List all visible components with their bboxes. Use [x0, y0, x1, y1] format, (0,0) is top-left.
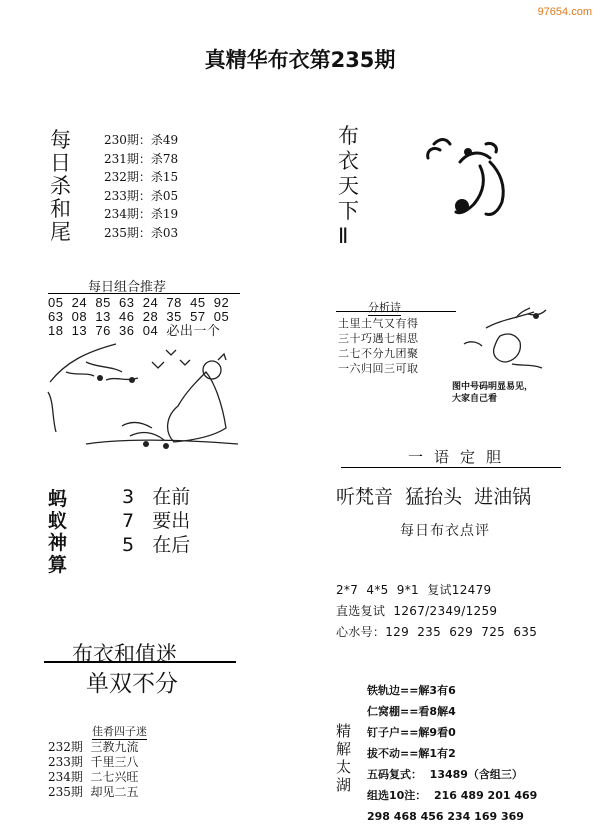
- label-char: 神: [48, 532, 68, 554]
- label-char: 湖: [336, 776, 352, 794]
- label-char: Ⅱ: [338, 224, 349, 248]
- list-item: 铁轨边==解3有6: [367, 684, 456, 697]
- combo-row: 63 08 13 46 28 35 57 05: [48, 309, 230, 324]
- list-item: 钉子户==解9看0: [367, 726, 456, 739]
- label-char: 和: [50, 197, 71, 221]
- jingjie-list: [367, 680, 537, 827]
- pick-line: 2*7 4*5 9*1 复试12479: [336, 583, 492, 597]
- list-item: 231期：杀78: [104, 151, 179, 166]
- poem-lines: [338, 316, 419, 376]
- daily-kill-label: [50, 129, 74, 244]
- label-char: 布: [338, 124, 359, 148]
- list-item: 五码复式： 13489（含组三）: [367, 768, 523, 781]
- label-char: 算: [48, 554, 68, 576]
- jingjie-label: [336, 722, 354, 794]
- list-item: 235期 却见二五: [48, 785, 139, 799]
- poem-divider: [336, 311, 456, 312]
- label-char: 精: [336, 722, 352, 740]
- jia-yao-title: 佳肴四子迷: [92, 725, 147, 738]
- daily-kill-list: [104, 131, 178, 242]
- label-char: 下: [338, 199, 359, 223]
- image-caption: [452, 381, 533, 405]
- poem-line: 土里土气又有得: [338, 317, 419, 330]
- list-item: 232期：杀15: [104, 170, 179, 184]
- one-word-divider: [341, 467, 561, 468]
- buyi-divider: [44, 661, 236, 663]
- caption-line: 图中号码明显易见，: [452, 382, 534, 392]
- jia-yao-list: [48, 740, 139, 800]
- list-item: 232期 三教九流: [48, 740, 139, 754]
- label-char: 尾: [50, 220, 71, 244]
- branch-stone-illustration: [456, 306, 556, 378]
- list-item: 234期：杀19: [104, 207, 179, 221]
- daily-review-title: 每日布衣点评: [400, 523, 490, 539]
- number-picks: [336, 580, 537, 643]
- ant-god-label: [48, 488, 70, 576]
- list-item: 298 468 456 234 169 369: [367, 810, 524, 823]
- pick-line: 直选复试 1267/2349/1259: [336, 604, 498, 618]
- list-item: 233期：杀05: [104, 188, 179, 203]
- poem-line: 一六归回三可取: [338, 362, 419, 375]
- poem-title: 分析诗: [368, 301, 401, 314]
- label-char: 日: [50, 151, 71, 175]
- label-char: 蚁: [48, 510, 68, 532]
- buyi-value-subtitle: 单双不分: [86, 671, 178, 697]
- one-word-title: 一语定胆: [407, 448, 512, 466]
- list-item: 230期：杀49: [104, 133, 179, 147]
- list-item: 组选10注： 216 489 201 469: [367, 789, 538, 802]
- ant-god-lines: [122, 485, 190, 557]
- label-char: 解: [336, 740, 352, 758]
- one-word-slogan: 听梵音 猛抬头 进油锅: [336, 486, 532, 508]
- label-char: 天: [338, 174, 359, 198]
- buyi-value-title: 布衣和值迷: [72, 642, 177, 666]
- buyi-tianxia-label: [338, 124, 362, 249]
- list-item: 仁窝棚==看8解4: [367, 705, 456, 718]
- poem-line: 三十巧遇七相思: [338, 332, 419, 345]
- combo-row: 18 13 76 36 04 必出一个: [48, 323, 221, 338]
- page-title: 真精华布衣第235期: [204, 48, 396, 72]
- list-item: 235期：杀03: [104, 225, 179, 240]
- ant-line: 5 在后: [122, 534, 191, 556]
- combo-divider: [48, 293, 240, 294]
- brush-figure-illustration: [420, 122, 520, 222]
- list-item: 233期 千里三八: [48, 755, 139, 769]
- ant-line: 7 要出: [122, 510, 191, 532]
- poem-line: 二七不分九团聚: [338, 347, 419, 360]
- scholar-illustration: [46, 332, 242, 450]
- combo-title: 每日组合推荐: [88, 280, 167, 295]
- label-char: 太: [336, 758, 352, 776]
- ant-line: 3 在前: [122, 486, 191, 508]
- combo-row: 05 24 85 63 24 78 45 92: [48, 295, 230, 310]
- label-char: 蚂: [48, 488, 68, 510]
- site-watermark: 97654.com: [537, 6, 592, 18]
- list-item: 拔不动==解1有2: [367, 747, 456, 760]
- caption-line: 大家自己看: [452, 394, 498, 404]
- list-item: 234期 二七兴旺: [48, 770, 139, 784]
- pick-line: 心水号：129 235 629 725 635: [336, 625, 538, 639]
- label-char: 杀: [50, 174, 71, 198]
- label-char: 衣: [338, 149, 359, 173]
- label-char: 每: [50, 128, 71, 152]
